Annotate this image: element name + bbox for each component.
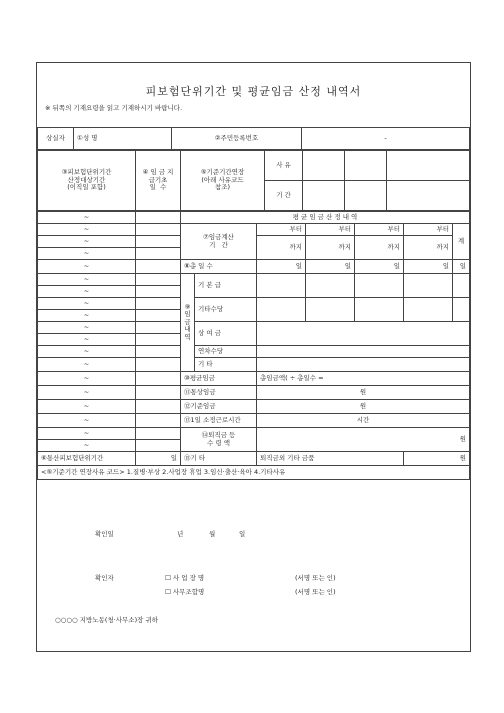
- base-wage-field[interactable]: [257, 400, 470, 414]
- wage-cell[interactable]: [306, 274, 355, 298]
- period-row[interactable]: ~: [38, 286, 136, 298]
- period-row[interactable]: ~: [38, 298, 136, 310]
- days-cell[interactable]: [136, 386, 181, 400]
- wage-cell[interactable]: [257, 322, 470, 346]
- employer-sign[interactable]: (서명 또는 인): [295, 574, 336, 582]
- daily-hours-label: ⑬1일 소정근로시간: [181, 414, 257, 428]
- confirmer-label: 확인자: [95, 574, 114, 582]
- day-cell[interactable]: 일: [404, 260, 453, 274]
- period-row[interactable]: ~: [38, 274, 136, 286]
- period-row[interactable]: ~: [38, 334, 136, 346]
- insured-period-header: ③피보험단위기간 산정대상기간 (이직일 포함): [38, 151, 136, 211]
- period-row[interactable]: ~: [38, 260, 136, 274]
- calc-period-label: ⑦임금계산 기 간: [181, 224, 257, 260]
- period-row[interactable]: ~: [38, 322, 136, 334]
- day-label[interactable]: 일: [239, 530, 246, 538]
- days-cell[interactable]: [136, 236, 181, 248]
- from-cell[interactable]: 부터: [306, 224, 355, 236]
- wage-cell[interactable]: [257, 298, 306, 322]
- period-row[interactable]: ~: [38, 440, 136, 452]
- period-row[interactable]: ~: [38, 358, 136, 372]
- days-cell[interactable]: [136, 248, 181, 260]
- days-cell[interactable]: [136, 298, 181, 310]
- days-cell[interactable]: [136, 322, 181, 334]
- applicant-table: [37, 127, 470, 150]
- wage-cell[interactable]: [306, 298, 355, 322]
- avg-wage-formula[interactable]: 총임금액( ÷ 총일수 =: [257, 372, 470, 386]
- reason-field-1[interactable]: [303, 151, 345, 181]
- from-cell[interactable]: 부터: [257, 224, 306, 236]
- total-days-label: ⑧총 일 수: [181, 260, 257, 274]
- period-field-1[interactable]: [303, 181, 345, 211]
- wage-item-label: 연차수당: [195, 346, 257, 358]
- base-wage-label: ⑫기준임금: [181, 400, 257, 414]
- average-wage-table: [37, 211, 470, 480]
- period-field-2[interactable]: [345, 181, 387, 211]
- from-cell[interactable]: 부터: [404, 224, 453, 236]
- day-cell[interactable]: 일: [355, 260, 404, 274]
- extension-header: ⑤기준기간연장 (아래 사유코드 참조): [181, 151, 265, 211]
- month-label[interactable]: 월: [209, 530, 216, 538]
- from-cell[interactable]: 부터: [355, 224, 404, 236]
- period-row[interactable]: ~: [38, 236, 136, 248]
- other-label: ⑮기 타: [181, 452, 257, 466]
- union-checkbox[interactable]: ☐ 사무조합명: [165, 588, 205, 596]
- to-cell[interactable]: 까지: [355, 236, 404, 260]
- wage-breakdown-label: ⑨ 임 금 내 역: [181, 274, 195, 372]
- retirement-pay-field[interactable]: 원: [257, 428, 470, 452]
- addressee: ○○○○ 지방노동(청·사무소)장 귀하: [55, 616, 159, 624]
- days-cell[interactable]: [136, 334, 181, 346]
- reason-field-3[interactable]: [387, 151, 470, 181]
- period-row[interactable]: ~: [38, 428, 136, 440]
- daily-hours-field[interactable]: [257, 414, 470, 428]
- won-unit: 원: [359, 387, 367, 396]
- days-cell[interactable]: [136, 286, 181, 298]
- to-cell[interactable]: 까지: [404, 236, 453, 260]
- other-amount-field[interactable]: 원: [404, 452, 470, 466]
- period-row[interactable]: ~: [38, 310, 136, 322]
- period-row[interactable]: ~: [38, 400, 136, 414]
- period-row[interactable]: ~: [38, 346, 136, 358]
- wage-cell[interactable]: [453, 274, 470, 298]
- period-row[interactable]: ~: [38, 372, 136, 386]
- form-frame: [36, 62, 471, 652]
- day-cell[interactable]: 일: [257, 260, 306, 274]
- reg-number-label: ②주민등록번호: [172, 128, 302, 150]
- wage-cell[interactable]: [404, 298, 453, 322]
- days-cell[interactable]: [136, 414, 181, 428]
- form-note: ※ 뒤쪽의 기재요령을 읽고 기재하시기 바랍니다.: [45, 104, 183, 112]
- days-cell[interactable]: [136, 274, 181, 286]
- days-cell[interactable]: [136, 358, 181, 372]
- employer-checkbox[interactable]: ☐ 사 업 장 명: [165, 574, 205, 582]
- other-goods-label: 퇴직금외 기타 금품: [257, 452, 404, 466]
- to-cell[interactable]: 까지: [306, 236, 355, 260]
- days-cell[interactable]: [136, 224, 181, 236]
- lost-person-label: 상실자: [38, 128, 74, 150]
- wage-item-label: 기 본 급: [195, 274, 257, 298]
- wage-days-header: ④ 임 금 지 급기초 일 수: [136, 151, 181, 211]
- days-cell[interactable]: [136, 428, 181, 440]
- period-row[interactable]: ~: [38, 414, 136, 428]
- wage-item-label: 기 타: [195, 358, 257, 372]
- total-label: 계: [453, 224, 470, 260]
- wage-item-label: 기타수당: [195, 298, 257, 322]
- wage-cell[interactable]: [257, 358, 470, 372]
- period-label: 기 간: [265, 181, 303, 211]
- wage-cell[interactable]: [257, 274, 306, 298]
- days-cell[interactable]: [136, 440, 181, 452]
- days-cell[interactable]: [136, 310, 181, 322]
- ordinary-wage-field[interactable]: [257, 386, 470, 400]
- day-cell[interactable]: 일: [306, 260, 355, 274]
- reason-field-2[interactable]: [345, 151, 387, 181]
- form-title: 피보험단위기간 및 평균임금 산정 내역서: [145, 85, 362, 98]
- retirement-pay-label: ⑭퇴직금 등 수 령 액: [181, 428, 257, 452]
- reg-number-field[interactable]: [302, 128, 470, 150]
- form-table-wrap: [37, 127, 470, 480]
- to-cell[interactable]: 까지: [257, 236, 306, 260]
- period-row[interactable]: ~: [38, 248, 136, 260]
- wage-cell[interactable]: [453, 298, 470, 322]
- wage-cell[interactable]: [404, 274, 453, 298]
- wage-cell[interactable]: [355, 298, 404, 322]
- period-header-table: [37, 150, 470, 211]
- avg-wage-label: ⑩평균임금: [181, 372, 257, 386]
- union-sign[interactable]: (서명 또는 인): [295, 588, 336, 596]
- year-label[interactable]: 년: [177, 530, 184, 538]
- extension-codes: <⑤기준기간 연장사유 코드> 1.질병·부상 2.사업장 휴업 3.임신·출산·육아 4.기타사유: [38, 466, 470, 480]
- name-label: ①성 명: [74, 128, 172, 150]
- total-insured-days[interactable]: 일: [136, 452, 181, 466]
- reg-dash: -: [384, 133, 387, 142]
- wage-item-label: 상 여 금: [195, 322, 257, 346]
- period-row[interactable]: ~: [38, 386, 136, 400]
- days-cell[interactable]: [136, 346, 181, 358]
- period-row[interactable]: ~: [38, 224, 136, 236]
- reason-label: 사 유: [265, 151, 303, 181]
- wage-cell[interactable]: [355, 274, 404, 298]
- won-unit: 원: [359, 401, 367, 410]
- total-insured-period-label: ⑥통산피보험단위기간: [38, 452, 136, 466]
- day-cell[interactable]: 일: [453, 260, 470, 274]
- wage-cell[interactable]: [257, 346, 470, 358]
- days-cell[interactable]: [136, 260, 181, 274]
- avg-wage-title: 평 균 임 금 산 정 내 역: [181, 212, 470, 224]
- ordinary-wage-label: ⑪통상임금: [181, 386, 257, 400]
- days-cell[interactable]: [136, 372, 181, 386]
- confirm-date-label: 확인일: [95, 530, 114, 538]
- days-cell[interactable]: [136, 212, 181, 224]
- period-field-3[interactable]: [387, 181, 470, 211]
- days-cell[interactable]: [136, 400, 181, 414]
- period-row[interactable]: ~: [38, 212, 136, 224]
- hours-unit: 시간: [356, 415, 370, 424]
